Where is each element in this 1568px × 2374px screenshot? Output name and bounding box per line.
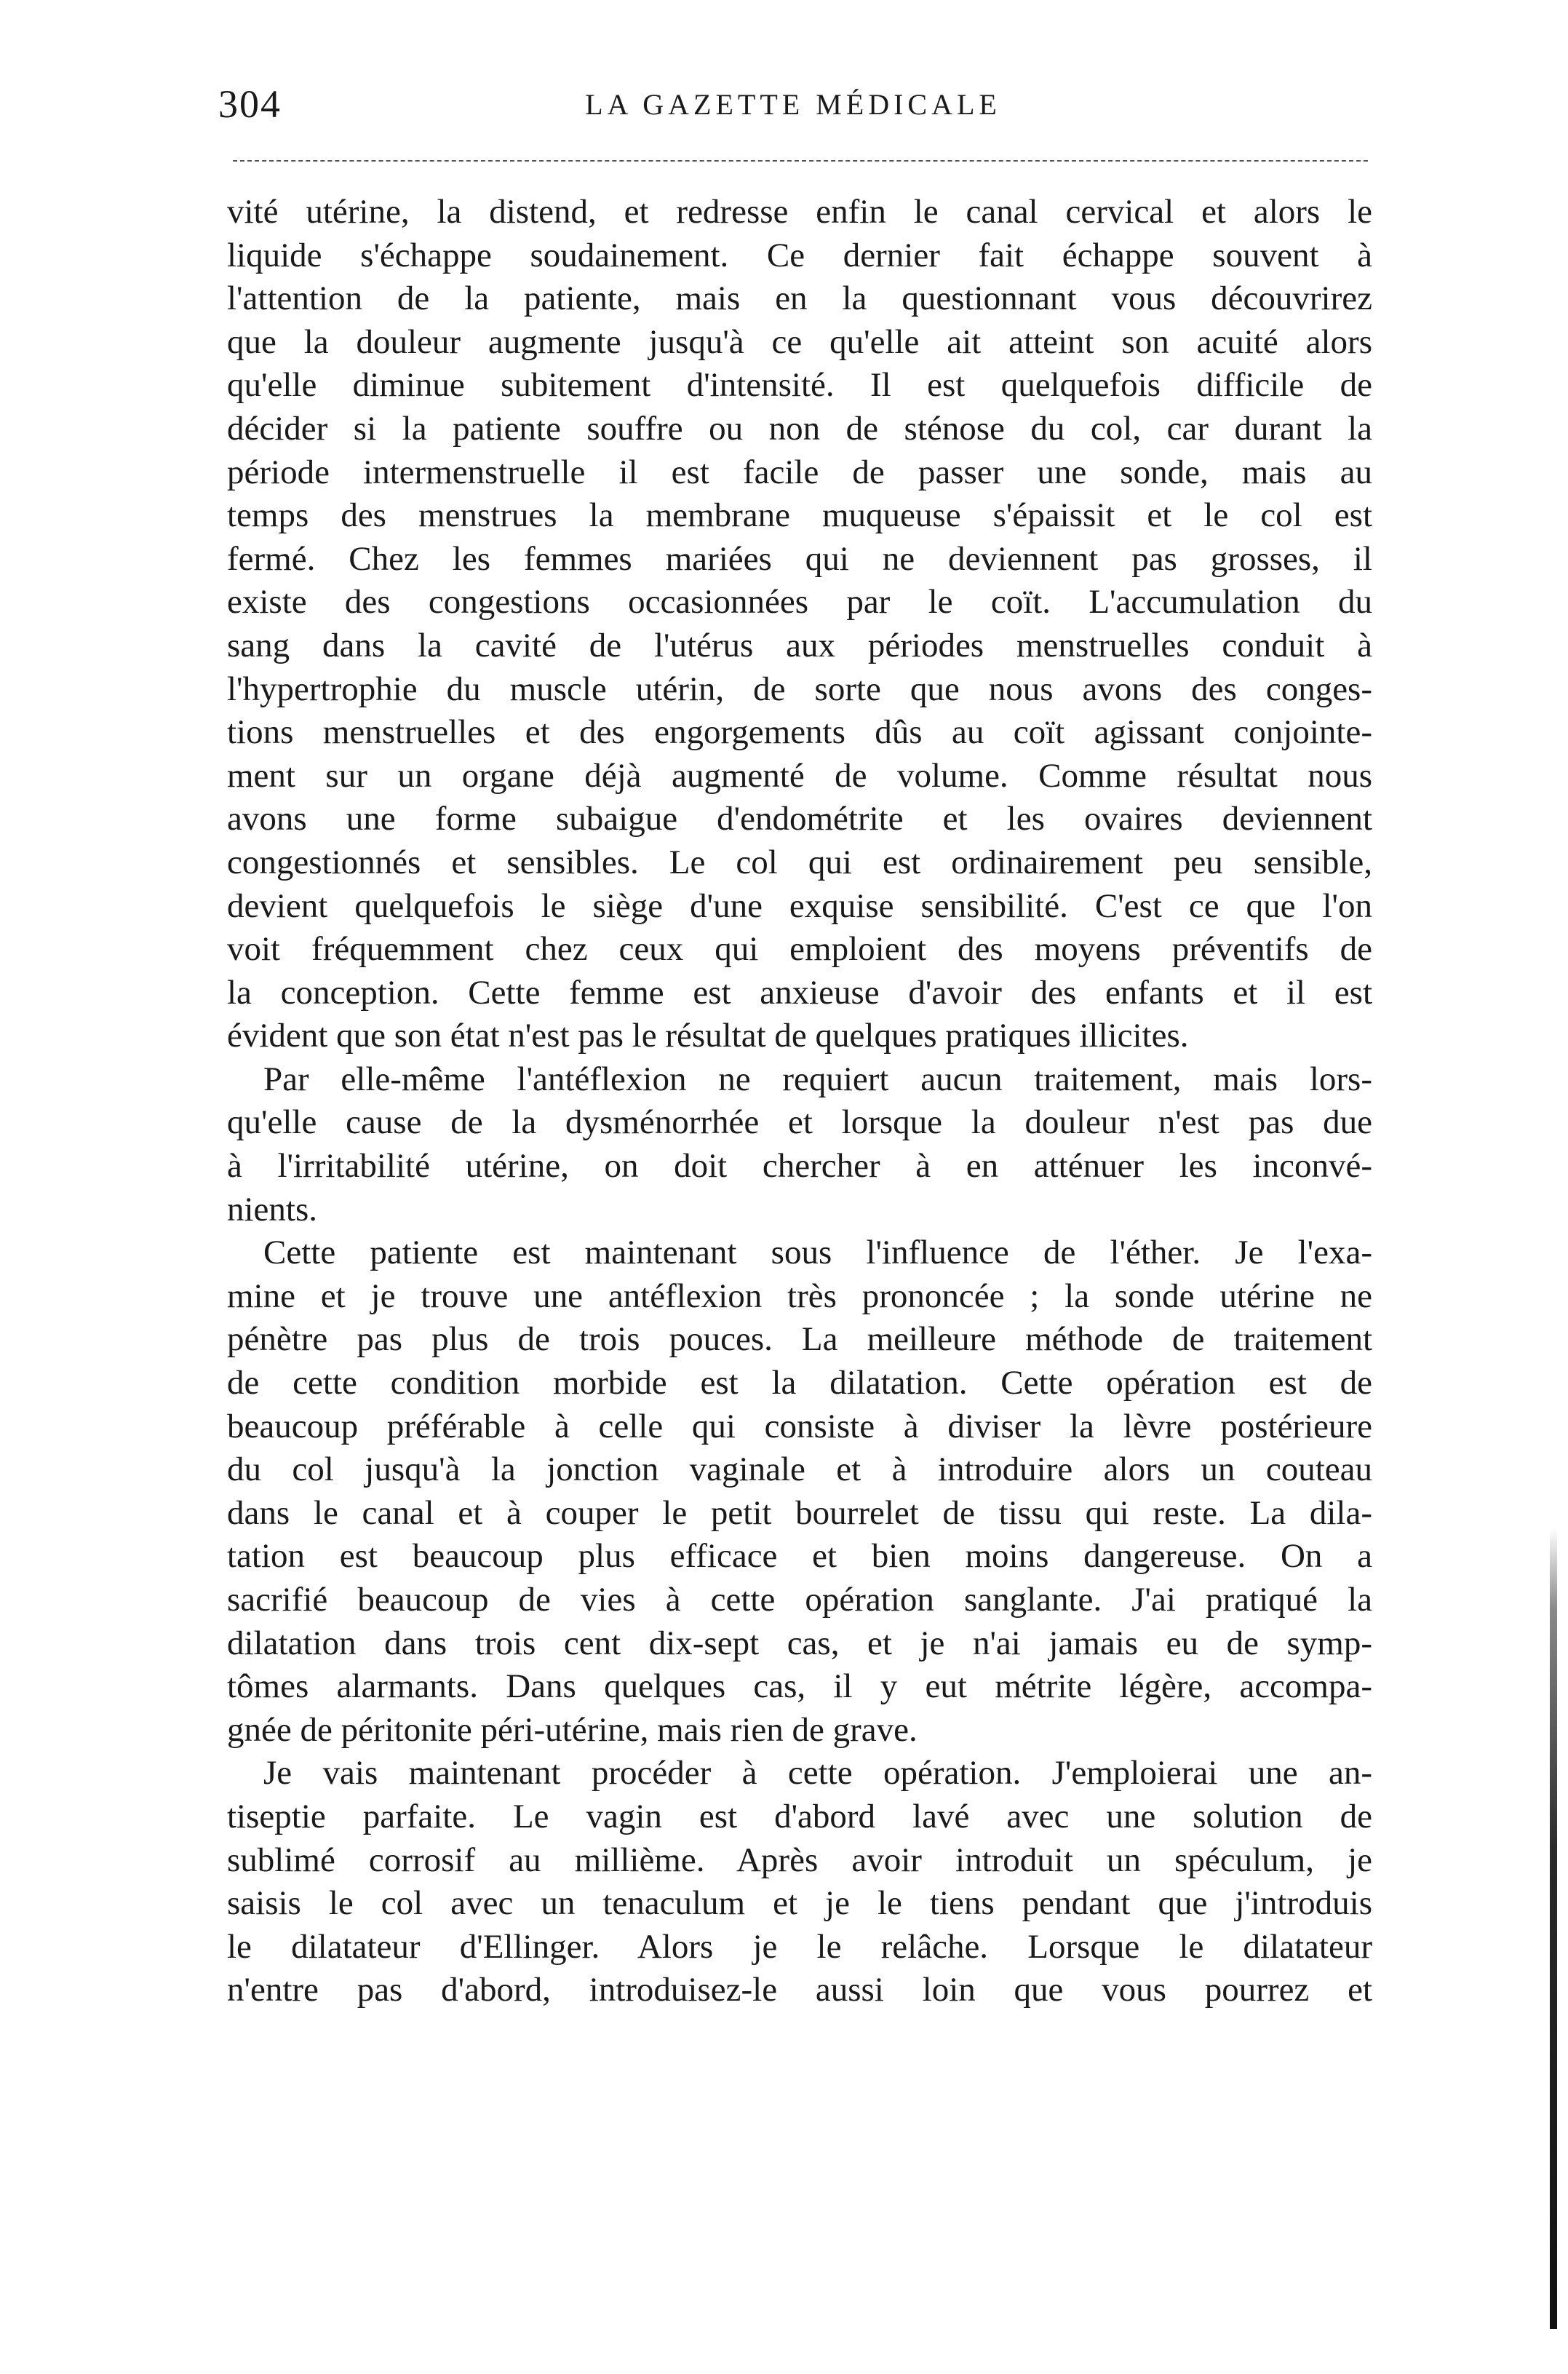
text-line: Je vais maintenant procéder à cette opération. J'emploierai une an-	[263, 1754, 1372, 1793]
text-line: fermé. Chez les femmes mariées qui ne deviennent pas grosses, il	[227, 539, 1372, 578]
text-line: qu'elle diminue subitement d'intensité. Il est quelquefois difficile de	[227, 366, 1372, 405]
text-line: l'attention de la patiente, mais en la questionnant vous découvrirez	[227, 279, 1372, 318]
text-line: gnée de péritonite péri-utérine, mais rien de grave.	[227, 1710, 918, 1749]
text-line: Cette patiente est maintenant sous l'influence de l'éther. Je l'exa-	[263, 1234, 1372, 1272]
running-title: LA GAZETTE MÉDICALE	[585, 88, 1001, 121]
text-line: vité utérine, la distend, et redresse enfin le canal cervical et alors le	[227, 193, 1372, 231]
text-line: l'hypertrophie du muscle utérin, de sorte que nous avons des conges-	[227, 670, 1372, 708]
text-line: tômes alarmants. Dans quelques cas, il y eut métrite légère, accompa-	[227, 1667, 1372, 1706]
text-line: mine et je trouve une antéflexion très prononcée ; la sonde utérine ne	[227, 1277, 1372, 1315]
text-line: sublimé corrosif au millième. Après avoir introduit un spéculum, je	[227, 1841, 1372, 1879]
text-line: sacrifié beaucoup de vies à cette opération sanglante. J'ai pratiqué la	[227, 1581, 1372, 1619]
text-line: à l'irritabilité utérine, on doit chercher à en atténuer les inconvé-	[227, 1147, 1372, 1186]
text-line: ment sur un organe déjà augmenté de volume. Comme résultat nous	[227, 756, 1372, 795]
text-line: temps des menstrues la membrane muqueuse s'épaissit et le col est	[227, 496, 1372, 535]
text-line: de cette condition morbide est la dilatation. Cette opération est de	[227, 1364, 1372, 1402]
text-line: congestionnés et sensibles. Le col qui est ordinairement peu sensible,	[227, 843, 1372, 881]
text-line: qu'elle cause de la dysménorrhée et lorsque la douleur n'est pas due	[227, 1103, 1372, 1142]
text-line: dilatation dans trois cent dix-sept cas, et je n'ai jamais eu de symp-	[227, 1624, 1372, 1662]
text-line: dans le canal et à couper le petit bourrelet de tissu qui reste. La dila-	[227, 1493, 1372, 1532]
text-line: période intermenstruelle il est facile de passer une sonde, mais au	[227, 453, 1372, 491]
text-line: voit fréquemment chez ceux qui emploient des moyens préventifs de	[227, 930, 1372, 969]
text-line: existe des congestions occasionnées par le coït. L'accumulation du	[227, 583, 1372, 622]
text-line: devient quelquefois le siège d'une exquise sensibilité. C'est ce que l'on	[227, 886, 1372, 925]
text-line: sang dans la cavité de l'utérus aux périodes menstruelles conduit à	[227, 626, 1372, 664]
text-line: nients.	[227, 1190, 318, 1228]
text-line: décider si la patiente souffre ou non de sténose du col, car durant la	[227, 409, 1372, 448]
text-line: n'entre pas d'abord, introduisez-le aussi loin que vous pourrez et	[227, 1971, 1372, 2009]
page-header	[218, 82, 1368, 140]
body-text	[227, 191, 1372, 2012]
text-line: liquide s'échappe soudainement. Ce dernier fait échappe souvent à	[227, 236, 1372, 274]
scan-edge-shadow	[1550, 1528, 1557, 2329]
text-line: que la douleur augmente jusqu'à ce qu'elle ait atteint son acuité alors	[227, 322, 1372, 361]
text-line: saisis le col avec un tenaculum et je le tiens pendant que j'introduis	[227, 1884, 1372, 1923]
text-line: beaucoup préférable à celle qui consiste à diviser la lèvre postérieure	[227, 1407, 1372, 1445]
text-line: du col jusqu'à la jonction vaginale et à introduire alors un couteau	[227, 1450, 1372, 1489]
text-line: tions menstruelles et des engorgements dûs au coït agissant conjointe-	[227, 713, 1372, 752]
text-line: pénètre pas plus de trois pouces. La meilleure méthode de traitement	[227, 1320, 1372, 1359]
text-line: avons une forme subaigue d'endométrite et les ovaires deviennent	[227, 800, 1372, 838]
text-line: Par elle-même l'antéflexion ne requiert aucun traitement, mais lors-	[263, 1060, 1372, 1098]
text-line: la conception. Cette femme est anxieuse d'avoir des enfants et il est	[227, 973, 1372, 1012]
text-line: tation est beaucoup plus efficace et bien moins dangereuse. On a	[227, 1537, 1372, 1576]
page-number: 304	[218, 82, 282, 126]
text-line: tiseptie parfaite. Le vagin est d'abord lavé avec une solution de	[227, 1797, 1372, 1835]
text-line: le dilatateur d'Ellinger. Alors je le relâche. Lorsque le dilatateur	[227, 1927, 1372, 1966]
text-line: évident que son état n'est pas le résultat de quelques pratiques illicites.	[227, 1017, 1189, 1055]
header-rule	[233, 160, 1368, 162]
